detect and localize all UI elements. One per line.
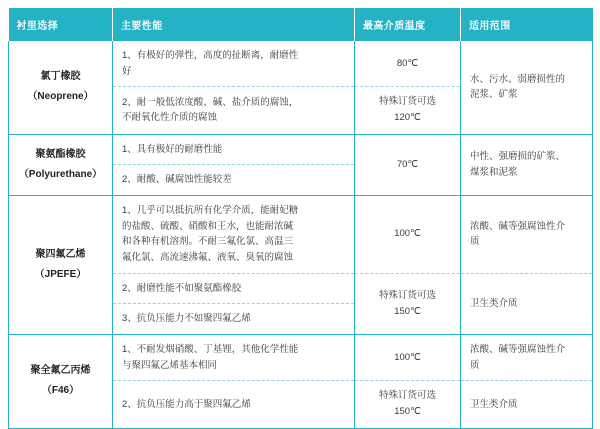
- table-body: [9, 41, 593, 428]
- cell-scope: 卫生类介质: [461, 381, 593, 428]
- lining-selection-table: [8, 8, 593, 429]
- cell-temperature: 特殊订货可选 150℃: [355, 273, 461, 334]
- column-header-lining: 衬里选择: [9, 8, 113, 41]
- column-header-max-temperature: 最高介质温度: [355, 8, 461, 41]
- cell-performance: 3、抗负压能力不如聚四氟乙烯: [113, 304, 355, 335]
- cell-performance: 1、有极好的弹性，高度的扯断离，耐磨性 好: [113, 41, 355, 87]
- cell-performance: 2、耐磨性能不如聚氨酯橡胶: [113, 273, 355, 304]
- cell-temperature: 特殊订货可选 150℃: [355, 381, 461, 428]
- cell-material-fep: 聚全氟乙丙烯 （F46）: [9, 335, 113, 429]
- table-row: [9, 195, 593, 273]
- cell-temperature: 100℃: [355, 195, 461, 273]
- cell-performance: 2、耐酸、碱腐蚀性能较差: [113, 165, 355, 196]
- cell-performance: 1、具有极好的耐磨性能: [113, 134, 355, 165]
- cell-material-ptfe: 聚四氟乙烯 （JPEFE）: [9, 195, 113, 334]
- cell-temperature: 80℃: [355, 41, 461, 87]
- table-row: [9, 41, 593, 87]
- cell-temperature: 100℃: [355, 335, 461, 381]
- cell-scope: 浓酸、碱等强腐蚀性介 质: [461, 195, 593, 273]
- cell-performance: 1、不耐发烟硝酸、丁基锂，其他化学性能 与聚四氟乙烯基本相同: [113, 335, 355, 381]
- cell-performance: 2、耐一般低浓度酸、碱、盐介质的腐蚀， 不耐氧化性介质的腐蚀: [113, 87, 355, 134]
- column-header-performance: 主要性能: [113, 8, 355, 41]
- cell-material-neoprene: 氯丁橡胶 （Neoprene）: [9, 41, 113, 134]
- column-header-scope: 适用范围: [461, 8, 593, 41]
- cell-performance: 1、几乎可以抵抗所有化学介质，能耐妃糖 的盐酸、硫酸、硝酸和王水，也能耐浓碱 和各种有机溶剂。不耐三氟化氯、高温三 氟化氯、高流速沸氟、液氧、臭氧的腐蚀: [113, 195, 355, 273]
- cell-performance: 2、抗负压能力高于聚四氟乙烯: [113, 381, 355, 428]
- cell-scope: 浓酸、碱等强腐蚀性介 质: [461, 335, 593, 381]
- cell-temperature: 70℃: [355, 134, 461, 195]
- table-row: [9, 134, 593, 165]
- cell-temperature: 特殊订货可选 120℃: [355, 87, 461, 134]
- cell-scope: 水、污水、弱磨损性的 泥浆、矿浆: [461, 41, 593, 134]
- cell-scope: 中性、强磨损的矿浆、 煤浆和泥浆: [461, 134, 593, 195]
- table-row: [9, 335, 593, 381]
- table-header-row: [9, 8, 593, 41]
- table-header: [9, 8, 593, 41]
- cell-scope: 卫生类介质: [461, 273, 593, 334]
- cell-material-polyurethane: 聚氨酯橡胶 （Polyurethane）: [9, 134, 113, 195]
